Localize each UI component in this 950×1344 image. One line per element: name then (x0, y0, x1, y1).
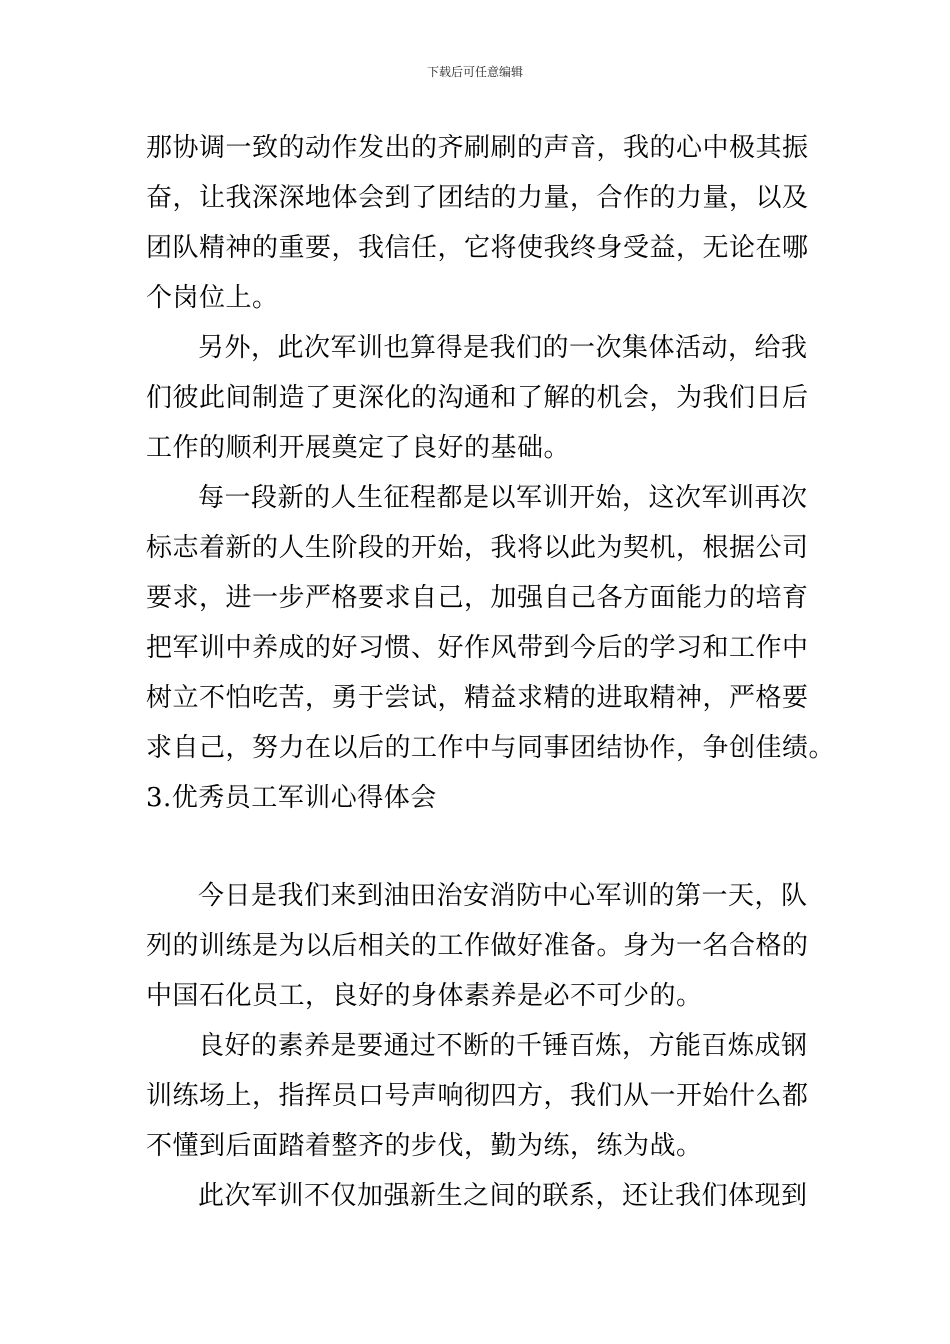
text-line: 奋，让我深深地体会到了团结的力量，合作的力量，以及 (146, 183, 809, 213)
paragraph-first-line: 另外，此次军训也算得是我们的一次集体活动，给我 (198, 333, 808, 363)
text-line: 列的训练是为以后相关的工作做好准备。身为一名合格的 (146, 931, 809, 961)
text-line: 标志着新的人生阶段的开始，我将以此为契机，根据公司 (146, 533, 809, 563)
text-line: 要求，进一步严格要求自己，加强自己各方面能力的培育 (146, 583, 809, 613)
paragraph-first-line: 此次军训不仅加强新生之间的联系，还让我们体现到 (198, 1181, 808, 1211)
text-line: 求自己，努力在以后的工作中与同事团结协作，争创佳绩。 (146, 733, 836, 763)
text-line: 树立不怕吃苦，勇于尝试，精益求精的进取精神，严格要 (146, 683, 809, 713)
text-line: 那协调一致的动作发出的齐刷刷的声音，我的心中极其振 (146, 133, 809, 163)
section-heading: 3.优秀员工军训心得体会 (146, 783, 437, 813)
page-header: 下载后可任意编辑 (426, 65, 523, 79)
text-line: 们彼此间制造了更深化的沟通和了解的机会，为我们日后 (146, 383, 809, 413)
text-line: 把军训中养成的好习惯、好作风带到今后的学习和工作中 (146, 633, 809, 663)
text-line: 团队精神的重要，我信任，它将使我终身受益，无论在哪 (146, 233, 809, 263)
text-line: 中国石化员工，良好的身体素养是必不可少的。 (146, 981, 703, 1011)
text-line: 工作的顺利开展奠定了良好的基础。 (146, 433, 571, 463)
text-line: 训练场上，指挥员口号声响彻四方，我们从一开始什么都 (146, 1081, 809, 1111)
text-line: 不懂到后面踏着整齐的步伐，勤为练，练为战。 (146, 1131, 703, 1161)
paragraph-first-line: 每一段新的人生征程都是以军训开始，这次军训再次 (198, 483, 808, 513)
paragraph-first-line: 今日是我们来到油田治安消防中心军训的第一天，队 (198, 881, 808, 911)
paragraph-first-line: 良好的素养是要通过不断的千锤百炼，方能百炼成钢 (198, 1031, 808, 1061)
text-line: 个岗位上。 (146, 283, 279, 313)
